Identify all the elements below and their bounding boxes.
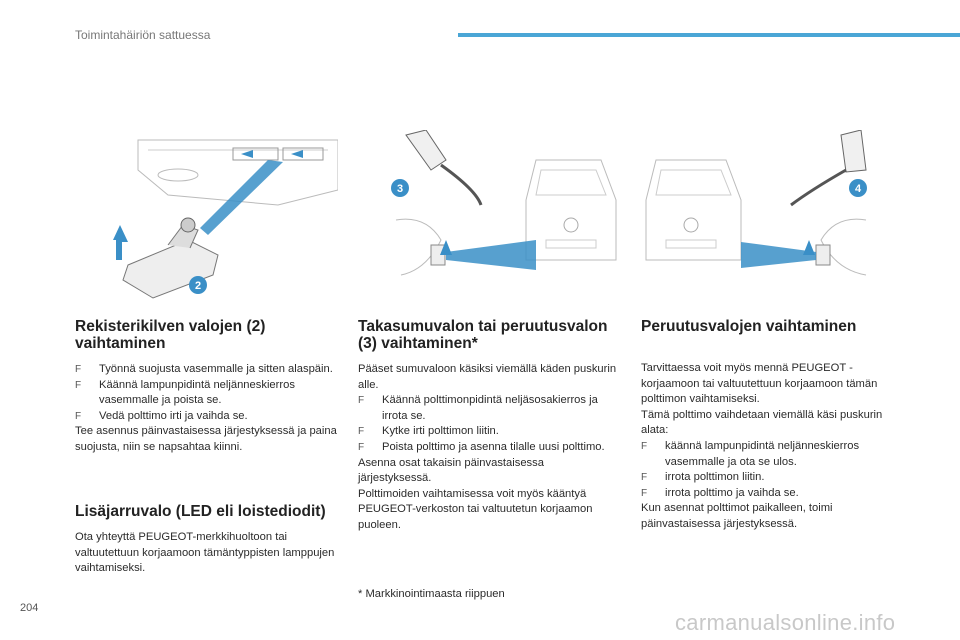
- bullet-icon: F: [358, 441, 365, 453]
- step-text: käännä lampunpidintä neljänneskierros vasemmalle ja ota se ulos.: [665, 439, 860, 468]
- bullet-icon: F: [358, 426, 365, 438]
- callout-4-label: 4: [854, 183, 862, 195]
- step-text: Käännä lampunpidintä neljänneskierros vasemmalle ja poista se.: [99, 378, 295, 407]
- list-item: [641, 486, 903, 502]
- reverse-lamp-drawing: [641, 130, 871, 280]
- section-led-title: Lisäjarruvalo (LED eli loistediodit): [75, 503, 326, 520]
- step-text: Poista polttimo ja asenna tilalle uusi polttimo.: [382, 440, 605, 453]
- list-item: [75, 378, 337, 409]
- section-plate-lamp: [75, 318, 337, 456]
- list-item: [641, 470, 903, 486]
- list-item: [358, 424, 620, 440]
- fog-intro: Pääset sumuvaloon käsiksi viemällä käden puskurin alle.: [358, 363, 617, 391]
- bullet-icon: F: [75, 379, 82, 391]
- section-led: [75, 503, 337, 577]
- bullet-icon: F: [641, 472, 648, 484]
- header-accent-bar: [458, 33, 960, 37]
- callout-3-label: 3: [396, 183, 404, 195]
- reverse-intro: Tarvittaessa voit myös mennä PEUGEOT -korjaamoon tai valtuutettuun korjaamoon tämän polttimon vaihtamiseksi.: [641, 362, 878, 406]
- watermark: carmanualsonline.info: [675, 610, 896, 635]
- reverse-steps-list: [641, 439, 903, 501]
- callout-2-label: 2: [194, 280, 202, 292]
- footnote: * Markkinointimaasta riippuen: [358, 588, 505, 600]
- plate-steps-list: [75, 362, 337, 424]
- list-item: [641, 439, 903, 470]
- step-text: Kytke irti polttimon liitin.: [382, 425, 499, 438]
- led-text: Ota yhteyttä PEUGEOT-merkkihuoltoon tai valtuutettuun korjaamoon tämäntyppisten lamppujen vaihtamiseksi.: [75, 531, 335, 575]
- reverse-outro: Kun asennat polttimot paikalleen, toimi päinvastaisessa järjestyksessä.: [641, 502, 833, 530]
- fog-lamp-drawing: [386, 130, 626, 280]
- list-item: [75, 362, 337, 378]
- page-number: 204: [20, 602, 39, 614]
- section-plate-title: Rekisterikilven valojen (2) vaihtaminen: [75, 318, 266, 352]
- bullet-icon: F: [641, 440, 648, 452]
- page-header-title: Toimintahäiriön sattuessa: [75, 28, 211, 42]
- section-reverse-lamp: [641, 318, 903, 533]
- fog-outro-2: Polttimoiden vaihtamisessa voit myös kääntyä PEUGEOT-verkoston tai valtuutetun korjaamon puoleen.: [358, 487, 593, 531]
- bullet-icon: F: [358, 395, 365, 407]
- fog-outro-1: Asenna osat takaisin päinvastaisessa järjestyksessä.: [358, 456, 544, 485]
- section-reverse-title: Peruutusvalojen vaihtaminen: [641, 318, 857, 335]
- bullet-icon: F: [641, 487, 648, 499]
- reverse-intro-2: Tämä polttimo vaihdetaan viemällä käsi puskurin alata:: [641, 408, 883, 437]
- plate-lamp-drawing: [108, 130, 338, 300]
- bullet-icon: F: [75, 410, 82, 422]
- step-text: Vedä polttimo irti ja vaihda se.: [99, 409, 248, 422]
- section-fog-title: Takasumuvalon tai peruutusvalon (3) vaihtaminen*: [358, 318, 608, 352]
- plate-note: Tee asennus päinvastaisessa järjestyksessä ja paina suojusta, niin se napsahtaa kiinni.: [75, 425, 337, 453]
- step-text: Käännä polttimonpidintä neljäsosakierros ja irrota se.: [382, 394, 598, 422]
- list-item: [75, 409, 337, 425]
- list-item: [358, 440, 620, 456]
- illustration-fog-lamp: [386, 130, 626, 280]
- bullet-icon: F: [75, 364, 82, 375]
- step-text: Työnnä suojusta vasemmalle ja sitten alaspäin.: [99, 363, 333, 375]
- list-item: [358, 393, 620, 424]
- step-text: irrota polttimo ja vaihda se.: [665, 486, 799, 499]
- illustration-reverse-lamp: [641, 130, 871, 280]
- illustration-plate-lamp: [108, 130, 338, 300]
- section-fog-lamp: [358, 318, 620, 534]
- fog-steps-list: [358, 393, 620, 455]
- step-text: irrota polttimon liitin.: [665, 471, 765, 484]
